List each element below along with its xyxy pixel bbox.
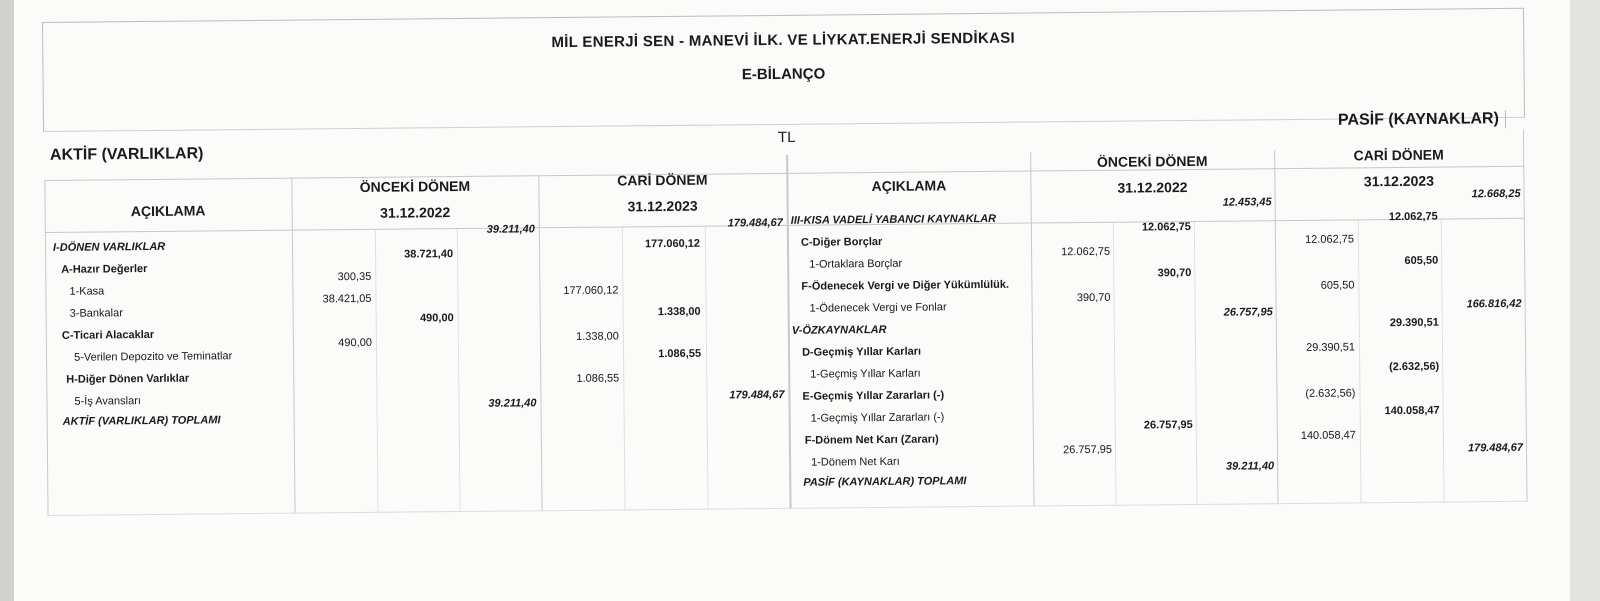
- aktif-value: 300,35: [337, 270, 372, 284]
- pasif-row-label: 1-Ödenecek Vergi ve Fonlar: [809, 301, 947, 315]
- aktif-value: 1.086,55: [576, 372, 620, 385]
- pasif-value: 26.757,95: [1143, 418, 1193, 432]
- aktif-value: 179.484,67: [729, 388, 785, 402]
- col-line: [1274, 150, 1278, 504]
- pasif-value: (2.632,56): [1305, 387, 1356, 400]
- aktif-row-label: C-Ticari Alacaklar: [61, 328, 155, 342]
- title-box: [42, 8, 1525, 132]
- aktif-value: 38.721,40: [404, 248, 454, 261]
- pasif-row-label: V-ÖZKAYNAKLAR: [791, 323, 887, 337]
- pasif-row-label: F-Ödenecek Vergi ve Diğer Yükümlülük.: [801, 278, 1010, 293]
- pasif-value: 390,70: [1157, 266, 1192, 280]
- pasif-value: 26.757,95: [1062, 443, 1113, 457]
- pasif-value: 26.757,95: [1223, 306, 1273, 319]
- pasif-value: 12.062,75: [1388, 210, 1438, 224]
- pasif-col-prev-date: 31.12.2022: [1117, 179, 1188, 196]
- pasif-col-description: AÇIKLAMA: [871, 177, 947, 195]
- pasif-total-label: PASİF (KAYNAKLAR) TOPLAMI: [803, 475, 967, 489]
- header-bottom-line: [45, 218, 1525, 233]
- subcol-line: [705, 227, 709, 509]
- aktif-row-label: 5-İş Avansları: [74, 395, 141, 408]
- pasif-row-label: III-KISA VADELİ YABANCI KAYNAKLAR: [790, 212, 997, 227]
- pasif-value: 29.390,51: [1306, 341, 1356, 354]
- currency-label: TL: [777, 128, 796, 147]
- aktif-col-curr: CARİ DÖNEM: [617, 171, 708, 189]
- pasif-row-label: 1-Ortaklara Borçlar: [809, 257, 903, 271]
- subcol-line: [1441, 220, 1445, 502]
- aktif-row-label: H-Diğer Dönen Varlıklar: [66, 372, 190, 386]
- document-title: MİL ENERJİ SEN - MANEVİ İLK. VE LİYKAT.ENERJİ SENDİKASI: [551, 29, 1016, 52]
- balance-sheet-table: [44, 130, 1528, 516]
- aktif-value: 179.484,67: [727, 216, 783, 230]
- pasif-row-label: E-Geçmiş Yıllar Zararları (-): [802, 389, 945, 403]
- pasif-row-label: D-Geçmiş Yıllar Karları: [801, 345, 922, 359]
- pasif-row-label: C-Diğer Borçlar: [800, 235, 883, 249]
- aktif-value: 490,00: [338, 336, 372, 350]
- pasif-row-label: 1-Geçmiş Yıllar Karları: [810, 367, 921, 381]
- aktif-row-label: A-Hazır Değerler: [61, 263, 148, 276]
- aktif-value: 177.060,12: [563, 284, 619, 298]
- pasif-col-curr: CARİ DÖNEM: [1353, 146, 1444, 164]
- aktif-col-prev: ÖNCEKİ DÖNEM: [359, 177, 471, 195]
- aktif-section-title: AKTİF (VARLIKLAR): [49, 145, 204, 164]
- aktif-row-label: 1-Kasa: [69, 285, 105, 298]
- aktif-value: 490,00: [419, 312, 454, 325]
- pasif-value: 39.211,40: [1225, 460, 1275, 473]
- photo-background-right: [1570, 0, 1600, 601]
- aktif-value: 39.211,40: [486, 223, 535, 236]
- pasif-value: 12.453,45: [1222, 196, 1272, 209]
- subcol-line: [375, 230, 379, 512]
- aktif-value: 1.338,00: [657, 305, 701, 319]
- pasif-value: 605,50: [1404, 254, 1439, 267]
- pasif-value: 140.058,47: [1300, 429, 1356, 442]
- photo-background-left: [0, 0, 14, 601]
- pasif-section-title: PASİF (KAYNAKLAR): [1338, 110, 1506, 130]
- aktif-col-prev-date: 31.12.2022: [380, 204, 451, 221]
- subcol-line: [1113, 223, 1117, 505]
- pasif-value: 179.484,67: [1467, 441, 1524, 455]
- aktif-row-label: I-DÖNEN VARLIKLAR: [52, 240, 166, 254]
- col-line: [786, 155, 791, 509]
- aktif-row-label: 3-Bankalar: [69, 307, 123, 320]
- pasif-value: 390,70: [1076, 291, 1111, 305]
- pasif-value: 166.816,42: [1466, 297, 1522, 311]
- pasif-col-prev: ÖNCEKİ DÖNEM: [1096, 152, 1208, 170]
- aktif-value: 1.338,00: [575, 330, 619, 343]
- aktif-col-description: AÇIKLAMA: [130, 202, 206, 220]
- document-subtitle: E-BİLANÇO: [741, 65, 826, 84]
- pasif-value: 605,50: [1320, 279, 1355, 292]
- pasif-value: 12.062,75: [1061, 245, 1111, 259]
- pasif-value: 12.062,75: [1304, 233, 1355, 246]
- pasif-value: 12.062,75: [1141, 220, 1191, 234]
- pasif-value: (2.632,56): [1388, 360, 1440, 374]
- aktif-total-label: AKTİF (VARLIKLAR) TOPLAMI: [62, 414, 221, 428]
- pasif-value: 12.668,25: [1471, 187, 1521, 201]
- aktif-value: 38.421,05: [322, 292, 372, 306]
- aktif-value: 1.086,55: [658, 347, 702, 361]
- pasif-row-label: 1-Dönem Net Karı: [811, 455, 900, 469]
- aktif-value: 177.060,12: [644, 237, 701, 251]
- aktif-row-label: 5-Verilen Depozito ve Teminatlar: [73, 350, 233, 364]
- pasif-col-curr-date: 31.12.2023: [1363, 172, 1435, 190]
- subcol-line: [457, 229, 461, 511]
- aktif-col-curr-date: 31.12.2023: [627, 197, 698, 215]
- pasif-value: 140.058,47: [1384, 404, 1440, 418]
- aktif-value: 39.211,40: [488, 397, 537, 410]
- pasif-row-label: 1-Geçmiş Yıllar Zararları (-): [810, 411, 945, 425]
- subcol-line: [622, 227, 626, 509]
- pasif-value: 29.390,51: [1389, 316, 1439, 330]
- pasif-row-label: F-Dönem Net Karı (Zararı): [804, 433, 939, 447]
